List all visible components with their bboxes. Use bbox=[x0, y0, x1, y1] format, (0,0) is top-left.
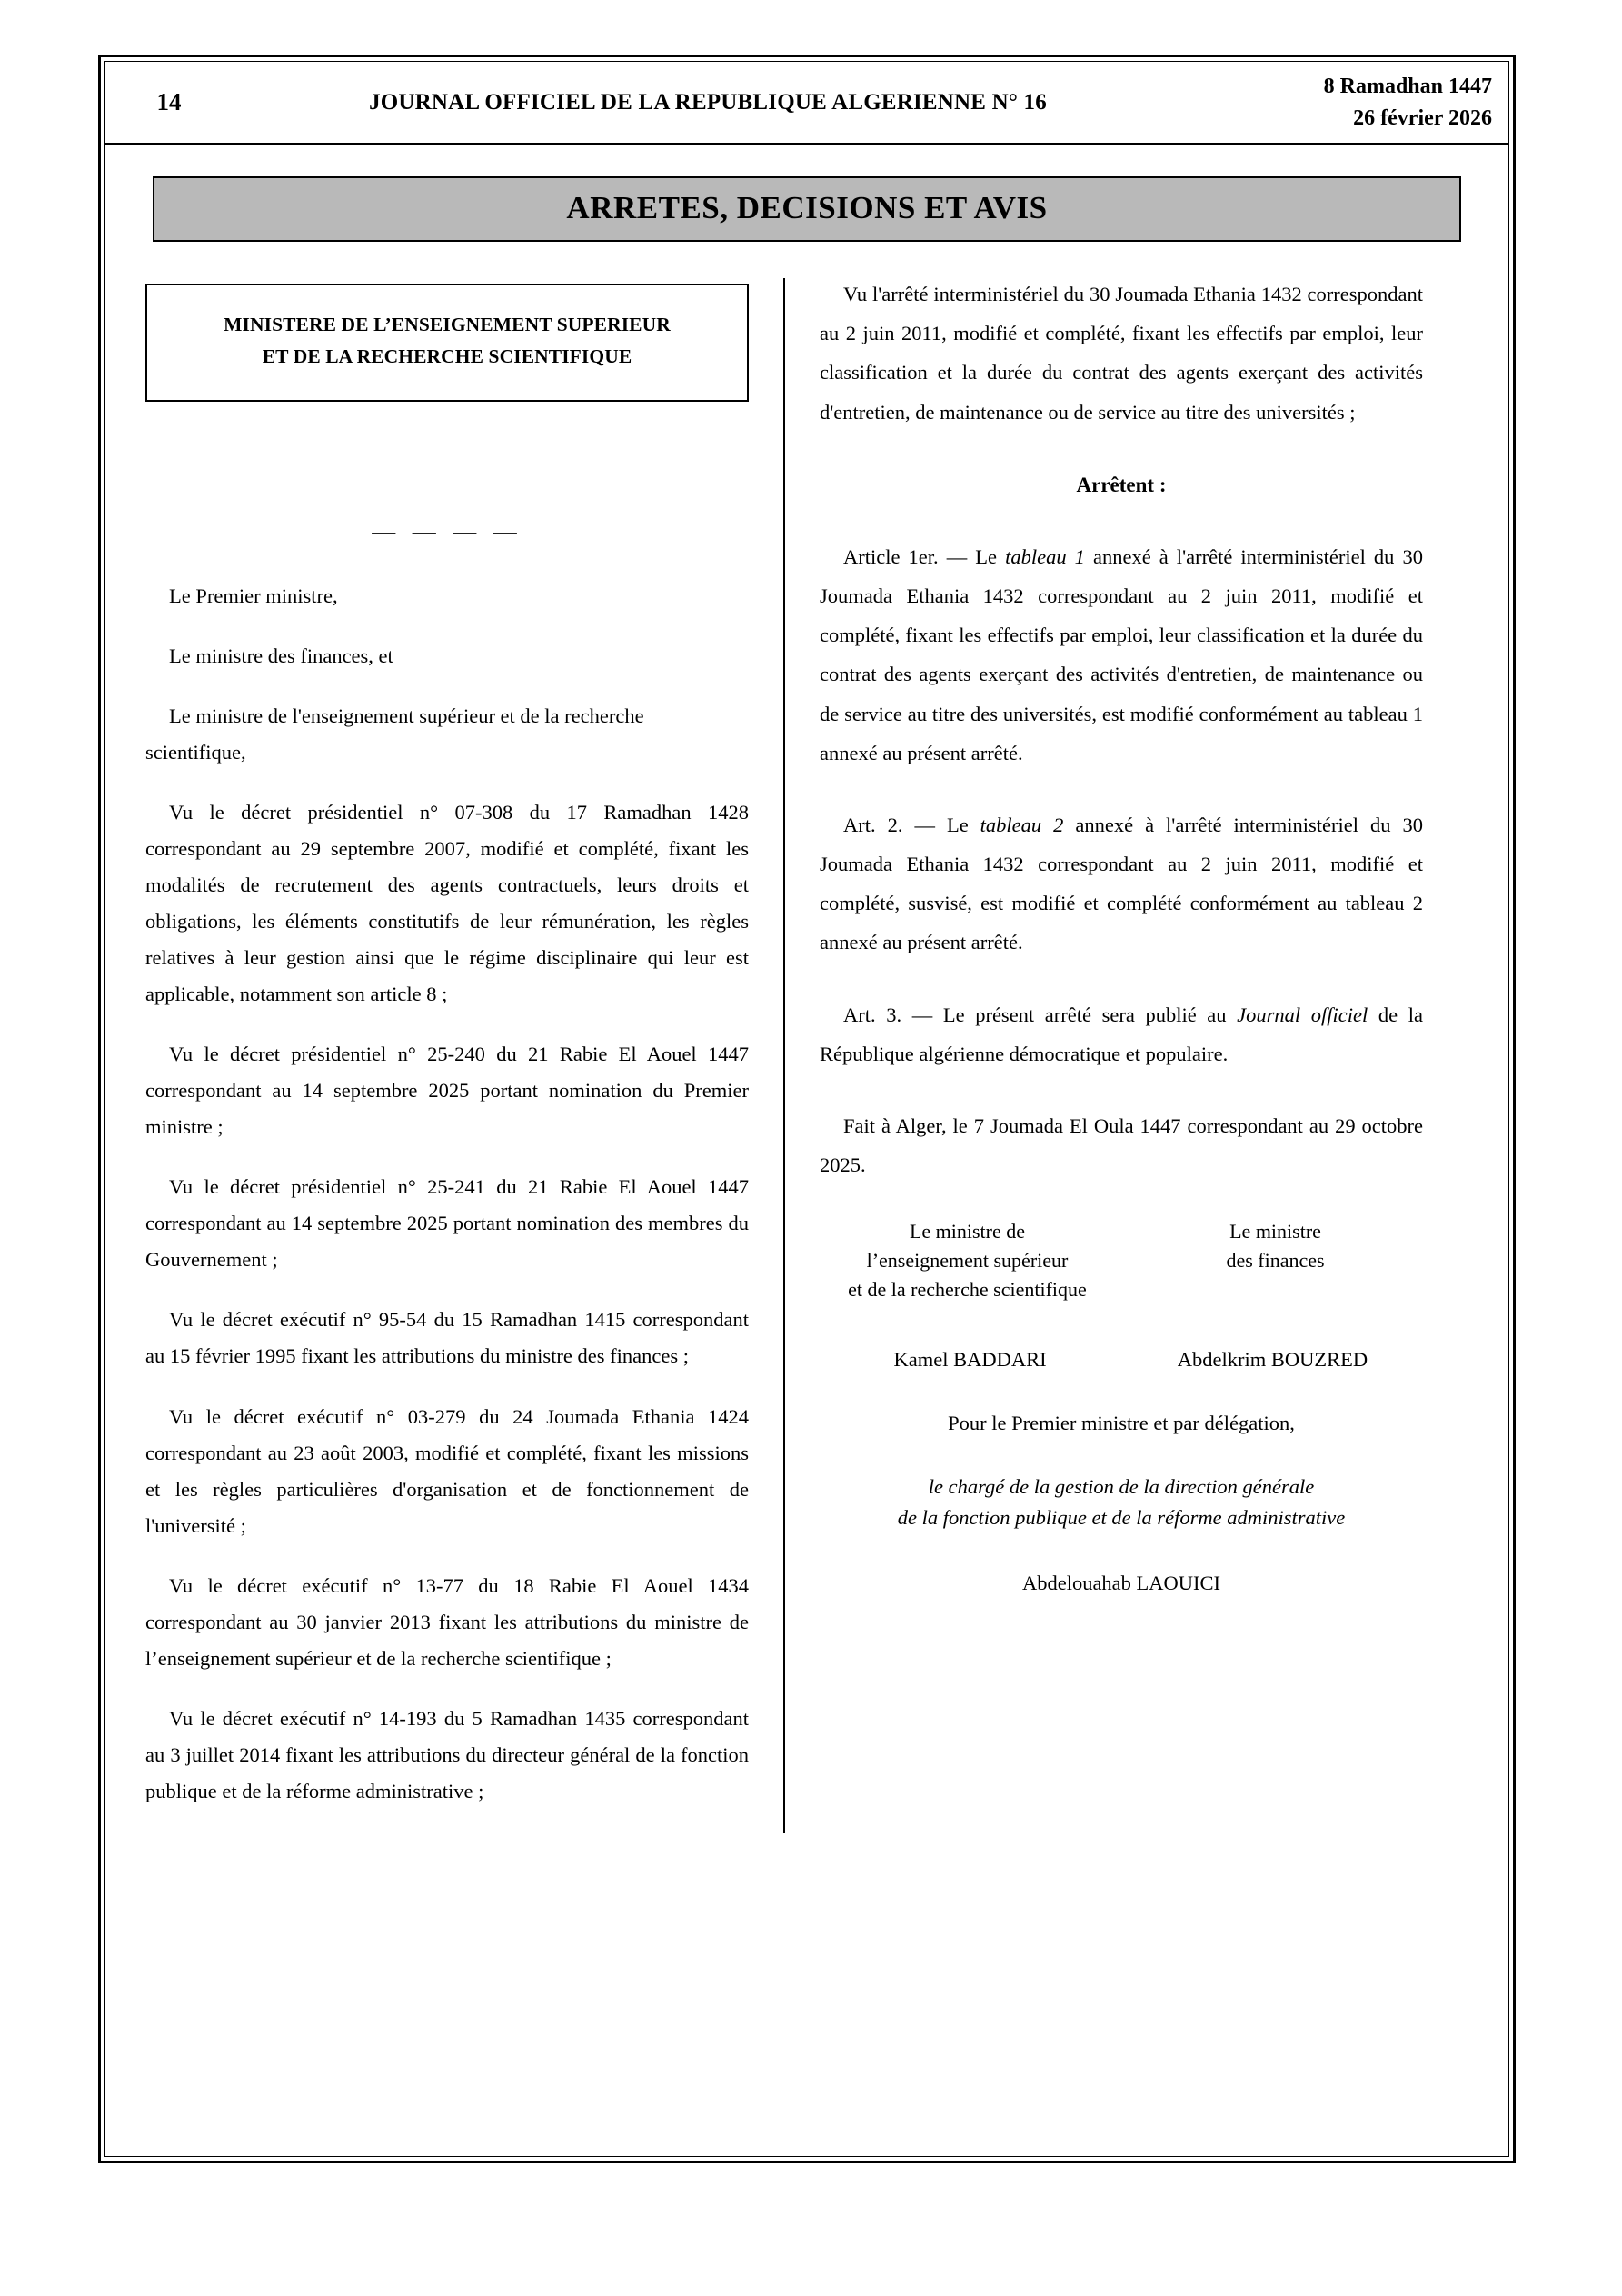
article-3-italic: Journal officiel bbox=[1237, 1003, 1368, 1026]
signature-titles bbox=[820, 1217, 1423, 1304]
paragraph-vu-decret-95-54: Vu le décret exécutif n° 95-54 du 15 Ramadhan 1415 correspondant au 15 février 1995 fixant les attributions du ministre des finances ; bbox=[145, 1308, 749, 1368]
journal-title: JOURNAL OFFICIEL DE LA REPUBLIQUE ALGERIENNE N° 16 bbox=[369, 89, 1047, 115]
signature-left-line-1: Le ministre de bbox=[909, 1220, 1026, 1243]
arretent-heading: Arrêtent : bbox=[1076, 473, 1167, 496]
signature-right-line-2: des finances bbox=[1226, 1249, 1325, 1273]
article-2-post: annexé à l'arrêté interministériel du 30 Joumada Ethania 1432 correspondant au 2 juin 2011, modifié et complété, susvisé, est modifié et complété conformément au tableau 2 annexé au présent arrêté. bbox=[820, 813, 1423, 954]
article-3-pre: Art. 3. — Le présent arrêté sera publié au bbox=[843, 1003, 1238, 1026]
ministry-line-1: MINISTERE DE L’ENSEIGNEMENT SUPERIEUR bbox=[224, 314, 671, 335]
column-divider bbox=[783, 278, 785, 1833]
article-1-pre: Article 1er. — Le bbox=[843, 544, 1006, 568]
ministry-box bbox=[145, 284, 749, 402]
paragraph-vu-decret-25-240: Vu le décret présidentiel n° 25-240 du 21 Rabie El Aouel 1447 correspondant au 14 septembre 2025 portant nomination du Premier ministre ; bbox=[145, 1043, 749, 1139]
page-inner-border bbox=[104, 61, 1509, 2157]
ministry-line-2: ET DE LA RECHERCHE SCIENTIFIQUE bbox=[262, 344, 632, 367]
paragraph-ministre-enseignement: Le ministre de l'enseignement supérieur et de la recherche scientifique, bbox=[145, 704, 644, 764]
date-hijri: 8 Ramadhan 1447 bbox=[1323, 74, 1492, 98]
journal-page bbox=[98, 55, 1516, 2163]
masthead-dates bbox=[1192, 62, 1508, 143]
paragraph-premier-ministre: Le Premier ministre, bbox=[169, 584, 338, 607]
paragraph-vu-decret-14-193: Vu le décret exécutif n° 14-193 du 5 Ramadhan 1435 correspondant au 3 juillet 2014 fixant les attributions du directeur général de la fonction publique et de la réforme administrative ; bbox=[145, 1706, 749, 1802]
paragraph-fait-a-alger: Fait à Alger, le 7 Joumada El Oula 1447 correspondant au 29 octobre 2025. bbox=[820, 1114, 1423, 1177]
section-banner-wrap bbox=[105, 145, 1508, 242]
delegation-line: Pour le Premier ministre et par délégation, bbox=[948, 1412, 1295, 1435]
paragraph-vu-arrete-interministeriel: Vu l'arrêté interministériel du 30 Joumada Ethania 1432 correspondant au 2 juin 2011, modifié et complété, fixant les effectifs par emploi, leur classification et la durée du contrat des agents exerçant des activités d'entretien, de maintenance ou de service au titre des universités ; bbox=[820, 283, 1423, 424]
page-number: 14 bbox=[156, 88, 182, 115]
signature-left-line-3: et de la recherche scientifique bbox=[848, 1278, 1087, 1302]
signature-names bbox=[820, 1348, 1423, 1372]
right-column bbox=[796, 275, 1423, 1833]
signature-right-line-1: Le ministre bbox=[1229, 1220, 1321, 1243]
article-2 bbox=[820, 805, 1423, 963]
signature-title-right bbox=[1133, 1217, 1418, 1304]
paragraph-vu-decret-25-241: Vu le décret présidentiel n° 25-241 du 21 Rabie El Aouel 1447 correspondant au 14 septembre 2025 portant nomination des membres du Gouvernement ; bbox=[145, 1175, 749, 1272]
date-gregorian: 26 février 2026 bbox=[1353, 105, 1492, 130]
paragraph-vu-decret-07-308: Vu le décret présidentiel n° 07-308 du 17 Ramadhan 1428 correspondant au 29 septembre 2007, modifié et complété, fixant les modalités de recrutement des agents contractuels, leurs droits et obligations, les éléments constitutifs de leur rémunération, les règles relatives à leur gestion ainsi que le régime disciplinaire qui leur est applicable, notamment son article 8 ; bbox=[145, 800, 749, 1006]
charge-line-2: de la fonction publique et de la réforme administrative bbox=[897, 1505, 1346, 1529]
article-1 bbox=[820, 537, 1423, 773]
signature-left-line-2: l’enseignement supérieur bbox=[866, 1249, 1069, 1273]
article-3 bbox=[820, 995, 1423, 1073]
article-2-italic: tableau 2 bbox=[980, 813, 1064, 836]
body-columns bbox=[105, 242, 1508, 1833]
signatory-name-left: Kamel BADDARI bbox=[893, 1348, 1047, 1372]
left-column bbox=[145, 275, 772, 1833]
charge-line-1: le chargé de la gestion de la direction générale bbox=[928, 1475, 1315, 1499]
article-2-pre: Art. 2. — Le bbox=[843, 813, 980, 836]
paragraph-ministre-finances: Le ministre des finances, et bbox=[169, 644, 393, 667]
dash-separator: — — — — bbox=[372, 517, 522, 544]
section-banner: ARRETES, DECISIONS ET AVIS bbox=[153, 176, 1461, 242]
signatory-name-delegate: Abdelouahab LAOUICI bbox=[1021, 1571, 1221, 1594]
paragraph-vu-decret-03-279: Vu le décret exécutif n° 03-279 du 24 Joumada Ethania 1424 correspondant au 23 août 2003, modifié et complété, fixant les missions et les règles particulières d'organisation et de fonctionnement de l'université ; bbox=[145, 1404, 749, 1537]
signatory-name-right: Abdelkrim BOUZRED bbox=[1177, 1348, 1368, 1372]
page-masthead bbox=[105, 62, 1508, 145]
article-1-italic: tableau 1 bbox=[1005, 544, 1085, 568]
article-1-post: annexé à l'arrêté interministériel du 30 Joumada Ethania 1432 correspondant au 2 juin 2011, modifié et complété, fixant les effectifs par emploi, leur classification et la durée du contrat des agents exerçant des activités d'entretien, de maintenance ou de service au titre des universités, est modifié conformément au tableau 1 annexé au présent arrêté. bbox=[820, 544, 1423, 764]
signature-title-left bbox=[825, 1217, 1110, 1304]
paragraph-vu-decret-13-77: Vu le décret exécutif n° 13-77 du 18 Rabie El Aouel 1434 correspondant au 30 janvier 2013 fixant les attributions du ministre de l’enseignement supérieur et de la recherche scientifique ; bbox=[145, 1573, 749, 1670]
article-3-post: de la République algérienne démocratique et populaire. bbox=[820, 1003, 1423, 1065]
charge-title bbox=[820, 1472, 1423, 1533]
